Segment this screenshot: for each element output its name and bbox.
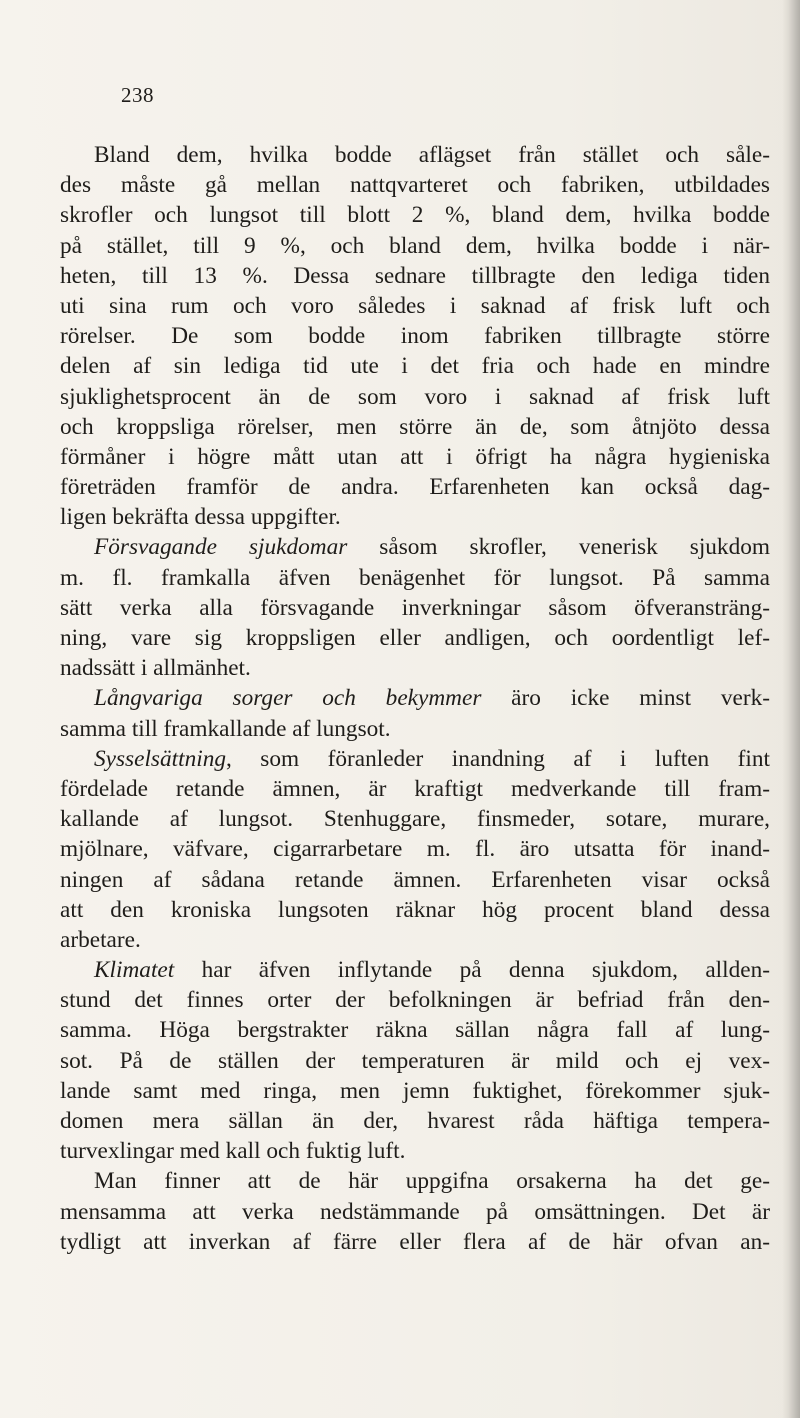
text-run: mensamma att verka nedstämmande på omsättningen. Det är [60, 1198, 770, 1225]
text-run: på stället, till 9 %, och bland dem, hvilka bodde i när- [60, 232, 770, 259]
text-line [60, 623, 770, 653]
text-line [60, 200, 770, 230]
text-line [60, 593, 770, 623]
text-run: , som föranleder inandning af i luften fint [226, 745, 770, 772]
text-line [60, 653, 770, 683]
text-line [60, 744, 770, 774]
text-run: sot. På de ställen der temperaturen är mild och ej vex- [60, 1047, 770, 1074]
text-line [60, 804, 770, 834]
text-run: äro icke minst verk- [481, 685, 770, 712]
text-run: sjuklighetsprocent än de som voro i saknad af frisk luft [60, 383, 770, 410]
text-line [60, 563, 770, 593]
italic-heading: Långvariga sorger och bekymmer [94, 685, 482, 712]
text-line [60, 895, 770, 925]
text-line [60, 1227, 770, 1257]
text-run: lande samt med ringa, men jemn fuktighet, förekommer sjuk- [60, 1077, 770, 1104]
text-line [60, 382, 770, 412]
text-run: kallande af lungsot. Stenhuggare, finsmeder, sotare, murare, [60, 806, 770, 833]
text-run: ligen bekräfta dessa uppgifter. [60, 504, 341, 531]
text-line [60, 351, 770, 381]
page-edge-shadow [782, 0, 800, 1418]
text-run: såsom skrofler, venerisk sjukdom [347, 534, 771, 561]
text-run: Man finner att de här uppgifna orsakerna ha det ge- [94, 1168, 770, 1195]
text-run: förmåner i högre mått utan att i öfrigt ha några hygieniska [60, 443, 770, 470]
text-run: samma. Höga bergstrakter räkna sällan några fall af lung- [60, 1017, 770, 1044]
text-run: heten, till 13 %. Dessa sednare tillbragte den lediga tiden [60, 262, 770, 289]
text-run: och kroppsliga rörelser, men större än de, som åtnjöto dessa [60, 413, 770, 440]
text-line [60, 472, 770, 502]
page-number: 238 [121, 83, 154, 107]
text-run: tydligt att inverkan af färre eller flera af de här ofvan an- [60, 1228, 770, 1255]
text-run: ningen af sådana retande ämnen. Erfarenheten visar också [60, 866, 770, 893]
body-text [60, 140, 770, 1257]
text-run: har äfven inflytande på denna sjukdom, allden- [174, 957, 770, 984]
text-line [60, 1015, 770, 1045]
text-line [60, 714, 770, 744]
text-line [60, 925, 770, 955]
text-line [60, 412, 770, 442]
text-run: delen af sin lediga tid ute i det fria och hade en mindre [60, 353, 770, 380]
text-run: turvexlingar med kall och fuktig luft. [60, 1138, 406, 1165]
text-line [60, 865, 770, 895]
italic-heading: Försvagande sjukdomar [94, 534, 348, 561]
text-run: att den kroniska lungsoten räknar hög procent bland dessa [60, 896, 770, 923]
italic-heading: Sysselsättning [94, 745, 227, 772]
text-run: samma till framkallande af lungsot. [60, 715, 391, 742]
text-line [60, 321, 770, 351]
italic-heading: Klimatet [94, 957, 175, 984]
text-line [60, 502, 770, 532]
text-line [60, 1136, 770, 1166]
text-line [60, 1076, 770, 1106]
text-run: stund det finnes orter der befolkningen är befriad från den- [60, 987, 770, 1014]
text-line [60, 955, 770, 985]
text-line [60, 442, 770, 472]
text-line [60, 985, 770, 1015]
text-line [60, 291, 770, 321]
text-line [60, 1166, 770, 1196]
text-run: sätt verka alla försvagande inverkningar såsom öfveransträng- [60, 594, 770, 621]
text-run: företräden framför de andra. Erfarenheten kan också dag- [60, 474, 770, 501]
text-line [60, 170, 770, 200]
text-run: uti sina rum och voro således i saknad af frisk luft och [60, 292, 770, 319]
text-line [60, 683, 770, 713]
text-line [60, 532, 770, 562]
text-line [60, 261, 770, 291]
text-line [60, 140, 770, 170]
text-run: nadssätt i allmänhet. [60, 655, 251, 682]
text-run: m. fl. framkalla äfven benägenhet för lungsot. På samma [60, 564, 770, 591]
text-line [60, 1197, 770, 1227]
text-run: fördelade retande ämnen, är kraftigt medverkande till fram- [60, 775, 770, 802]
text-line [60, 231, 770, 261]
text-run: domen mera sällan än der, hvarest råda häftiga tempera- [60, 1108, 770, 1134]
text-line [60, 834, 770, 864]
text-run: skrofler och lungsot till blott 2 %, bland dem, hvilka bodde [60, 202, 770, 229]
text-run: ning, vare sig kroppsligen eller andligen, och oordentligt lef- [60, 625, 770, 651]
text-line [60, 1046, 770, 1076]
text-run: rörelser. De som bodde inom fabriken tillbragte större [60, 323, 770, 350]
text-run: des måste gå mellan nattqvarteret och fabriken, utbildades [60, 172, 770, 199]
text-run: arbetare. [60, 926, 141, 953]
text-run: Bland dem, hvilka bodde aflägset från stället och såle- [94, 142, 770, 168]
text-line [60, 1106, 770, 1136]
text-run: mjölnare, väfvare, cigarrarbetare m. fl. äro utsatta för inand- [60, 836, 770, 863]
text-line [60, 774, 770, 804]
